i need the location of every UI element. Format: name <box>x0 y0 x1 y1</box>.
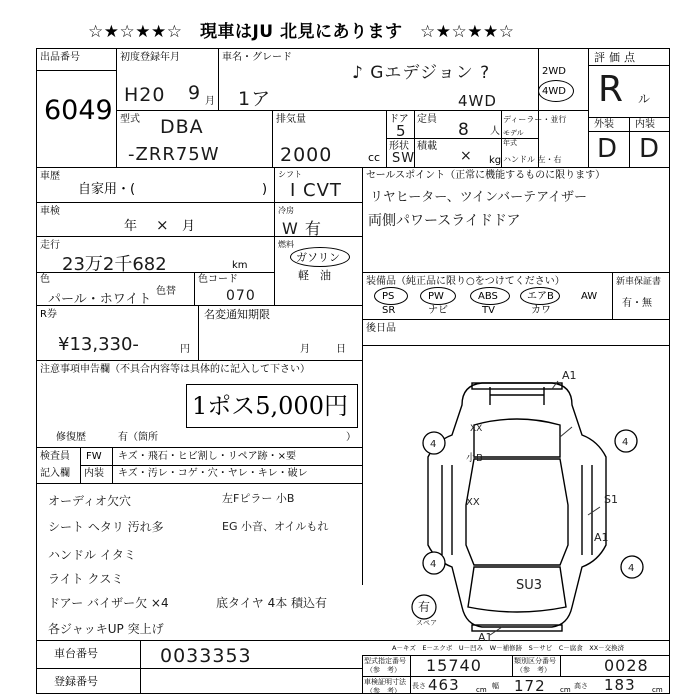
engine-unit: cc <box>368 151 381 164</box>
diagram-legend: A－キズ E－エクボ U－凹み W－補修跡 S－サビ C－腐食 XX－交換済 <box>392 644 625 652</box>
fuel-light-oil: 軽 油 <box>298 269 331 282</box>
options-label: 後日品 <box>366 323 396 334</box>
inspector-label-2: 記入欄 <box>40 468 70 479</box>
spec-height-label: 高さ <box>574 682 588 690</box>
comment-left-6: 各ジャッキUP 突上げ <box>48 622 164 636</box>
lot-number: 6049 <box>44 95 113 126</box>
model-year-label-2: 年式 <box>503 139 517 147</box>
tire-front-right-label: 4 <box>622 437 629 448</box>
notes-label: 注意事項申告欄（不具合内容等は具体的に記入して下さい） <box>40 364 310 375</box>
lot-label: 出品番号 <box>40 52 80 63</box>
registration-month-suffix: 月 <box>205 96 215 107</box>
sales-point-label: セールスポイント（正常に機能するものに限ります） <box>366 170 606 181</box>
mark-su3: SU3 <box>516 578 543 593</box>
spec-length-label: 長さ <box>412 682 426 690</box>
history-label: 車歴 <box>40 171 60 182</box>
spec-class-label: 類別区分番号 <box>514 657 556 665</box>
doors-value: 5 <box>396 122 407 140</box>
spec-type-ref: （参 考） <box>366 666 401 674</box>
mileage-unit: km <box>232 260 248 271</box>
mark-ab: 小B <box>466 453 483 464</box>
tire-rear-right-label: 4 <box>628 563 635 574</box>
spec-cert-label: 車検証明寸法 <box>364 678 406 686</box>
spec-width: 172 <box>514 677 546 695</box>
equip-sr: SR <box>382 305 396 316</box>
interior-label: 内装 <box>635 119 655 130</box>
inspector-fw-text: キズ・飛石・ヒビ割し・リペア跡・×要 <box>118 451 296 462</box>
spec-length: 463 <box>428 676 460 694</box>
dealer-label: ディーラー・並行 <box>503 115 567 124</box>
mark-a1-right: A1 <box>594 531 609 544</box>
reg-number-label: 登録番号 <box>54 675 98 688</box>
equip-tv: TV <box>482 305 495 316</box>
roof-outline <box>466 459 568 565</box>
color-label: 色 <box>40 274 50 285</box>
registration-month: 9 <box>188 82 202 104</box>
equip-airbag-circle <box>520 287 560 305</box>
mark-a1-top: A1 <box>562 369 577 382</box>
comment-left-1: オーディオ欠穴 <box>48 494 132 508</box>
repair-label: 修復歴 <box>56 432 86 443</box>
ac-value: W 有 <box>282 219 322 238</box>
spec-width-label: 幅 <box>492 682 499 690</box>
comment-left-2: シート ヘタリ 汚れ多 <box>48 520 164 534</box>
recycle-amount: ¥13,330- <box>58 334 139 355</box>
spec-cert-ref: （参 考） <box>366 687 401 695</box>
inspector-in-text: キズ・汚レ・コゲ・穴・ヤレ・キレ・破レ <box>118 468 308 479</box>
inspection-year: 年 <box>124 219 138 234</box>
equip-ps-circle <box>374 287 408 305</box>
handle-label: ハンドル 左・右 <box>503 155 562 164</box>
interior-score: D <box>639 134 661 164</box>
front-bumper <box>472 383 562 389</box>
header-banner: ☆★☆★★☆ 現車はJU 北見にあります ☆★☆★★☆ <box>88 22 515 42</box>
fuel-label: 燃料 <box>278 240 294 249</box>
spec-class-ref: （参 考） <box>516 666 551 674</box>
spec-class-value: 0028 <box>604 656 649 675</box>
registration-era-year: H20 <box>124 84 166 106</box>
ac-label: 冷房 <box>278 206 294 215</box>
comment-left-3: ハンドル イタミ <box>48 548 136 562</box>
comment-left-4: ライト クスミ <box>48 572 124 586</box>
model-year-label-1: モデル <box>503 129 524 137</box>
shift-label: シフト <box>278 170 302 179</box>
name-change-label: 名変通知期限 <box>204 308 270 321</box>
name-change-month: 月 <box>300 344 310 355</box>
inspection-month: 月 <box>182 219 196 234</box>
mark-spare-sub: スペア <box>416 619 437 627</box>
comment-right-6: 底タイヤ 4本 積込有 <box>216 596 328 610</box>
engine-cc: 2000 <box>280 144 333 166</box>
notes-stamp: 1ポス5,000円 <box>192 392 348 420</box>
evaluation-score: R <box>598 69 625 110</box>
drive-4wd-circle <box>538 80 574 102</box>
comment-right-2: EG 小音、オイルもれ <box>222 520 329 533</box>
mark-a1-bottom: A1 <box>478 631 493 643</box>
shape-value: SW <box>392 151 416 166</box>
tire-rear-left-label: 4 <box>430 559 437 570</box>
equip-leather: カワ <box>531 305 551 316</box>
doors-label: ドア <box>389 114 409 125</box>
repair-close: ） <box>346 432 356 443</box>
warranty-label: 新車保証書 <box>616 277 662 287</box>
comment-left-5: ドアー バイザー欠 ×4 <box>48 596 169 610</box>
equip-ps: PS <box>382 291 395 302</box>
sales-point-line2: 両側パワースライドドア <box>368 213 521 229</box>
history-close: ) <box>262 182 268 197</box>
equip-abs-circle <box>470 287 510 305</box>
right-side-line <box>582 465 592 555</box>
spec-height: 183 <box>604 676 636 694</box>
car-drive-value: 4WD <box>458 92 497 110</box>
car-doors-value: 1ア <box>238 88 272 110</box>
registration-label: 初度登録年月 <box>120 52 180 63</box>
shift-value: I CVT <box>290 180 342 201</box>
spec-height-unit: cm <box>652 686 663 694</box>
load-value: × <box>460 148 473 164</box>
windshield <box>474 419 560 457</box>
exterior-score: D <box>597 134 619 164</box>
equip-abs: ABS <box>478 291 498 302</box>
color-code-label: 色コード <box>198 274 238 285</box>
shape-label: 形状 <box>389 141 409 152</box>
evaluation-label: 評価点 <box>594 51 639 64</box>
spec-type-label: 型式指定番号 <box>364 657 406 665</box>
engine-label: 排気量 <box>276 114 306 125</box>
load-label: 積載 <box>417 141 437 152</box>
drive-4wd: 4WD <box>542 86 566 97</box>
mileage-value: 23万2千682 <box>62 254 167 275</box>
fuel-gasoline-circle <box>290 247 350 267</box>
model-prefix: DBA <box>160 116 204 138</box>
capacity-value: 8 <box>458 120 470 140</box>
inspection-label: 車検 <box>40 206 60 217</box>
left-side-line <box>442 465 452 555</box>
name-change-day: 日 <box>336 344 346 355</box>
color-value: パール・ホワイト <box>48 292 152 307</box>
equip-airbag: エアB <box>527 291 554 302</box>
spec-type-value: 15740 <box>426 656 482 675</box>
equipment-label: 装備品（純正品に限り○をつけてください） <box>366 276 565 287</box>
spec-width-unit: cm <box>560 686 571 694</box>
exterior-label: 外装 <box>594 119 614 130</box>
inspector-label-1: 検査員 <box>40 451 70 462</box>
capacity-unit: 人 <box>490 126 500 137</box>
inspector-fw-label: FW <box>86 451 102 462</box>
model-code: -ZRR75W <box>128 144 220 165</box>
capacity-label: 定員 <box>417 114 437 125</box>
recycle-unit: 円 <box>180 344 190 355</box>
model-label: 型式 <box>120 114 140 125</box>
inspector-in-label: 内装 <box>84 468 104 479</box>
drive-2wd: 2WD <box>542 66 566 77</box>
repair-value: 有（箇所 <box>118 432 158 443</box>
car-name-value: ♪ Gエデジョン ? <box>352 63 491 83</box>
chassis-value: 0033353 <box>160 645 252 667</box>
evaluation-suffix: ル <box>638 92 652 106</box>
warranty-value: 有・無 <box>622 298 652 309</box>
mark-xx-top: XX <box>470 424 483 434</box>
mark-s1: S1 <box>604 493 618 506</box>
comment-right-1: 左Fピラー 小B <box>222 492 295 505</box>
tire-front-left-label: 4 <box>430 439 437 450</box>
recycle-label: R券 <box>40 309 57 320</box>
chassis-label: 車台番号 <box>54 647 98 660</box>
load-unit: kg <box>489 155 502 166</box>
inspection-mark: × <box>156 216 170 234</box>
fuel-gasoline: ガソリン <box>296 251 340 264</box>
mark-xx-mid: XX <box>466 497 480 508</box>
sales-point-line1: リヤヒーター、ツインバーテアイザー <box>370 190 587 205</box>
color-code: 070 <box>226 288 256 304</box>
history-value: 自家用・( <box>78 182 136 197</box>
equip-pw-circle <box>420 287 456 305</box>
hood-line <box>490 387 544 405</box>
spec-length-unit: cm <box>476 686 487 694</box>
car-damage-diagram <box>362 345 670 643</box>
equip-pw: PW <box>428 291 444 302</box>
equip-navi: ナビ <box>428 305 448 316</box>
car-name-label: 車名・グレード <box>222 52 292 63</box>
mark-spare: 有 <box>418 600 431 614</box>
color-change-label: 色替 <box>156 286 176 297</box>
mileage-label: 走行 <box>40 240 60 251</box>
equip-aw: AW <box>581 291 598 302</box>
